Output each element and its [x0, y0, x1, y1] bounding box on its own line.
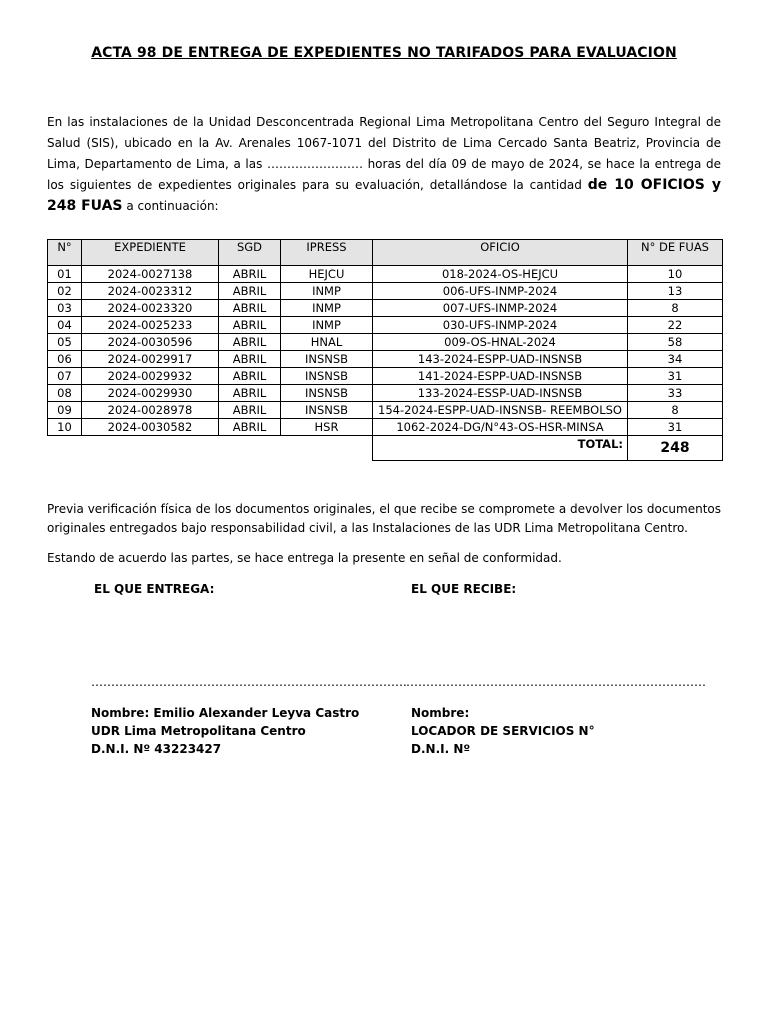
- expediente-cell: 2024-0029930: [82, 385, 219, 402]
- verification-paragraph: Previa verificación física de los documentos originales, el que recibe se compromete a devolver los documentos originales entregados bajo responsabilidad civil, a las Instalaciones de las UDR Lima Metropolitana Centro.: [47, 502, 721, 535]
- row-number: 06: [48, 351, 82, 368]
- deliverer-signature-line: …………………………………………………………………….: [91, 675, 407, 689]
- ipress-cell: INMP: [281, 283, 373, 300]
- agreement-paragraph: Estando de acuerdo las partes, se hace entrega la presente en señal de conformidad.: [47, 551, 562, 565]
- deliverer-dni: D.N.I. Nº 43223427: [91, 742, 222, 756]
- table-row: [48, 385, 723, 402]
- header-sgd: SGD: [219, 240, 281, 266]
- deliverer-name: Nombre: Emilio Alexander Leyva Castro: [91, 706, 360, 720]
- total-row: [48, 436, 723, 461]
- fuas-cell: 33: [628, 385, 723, 402]
- intro-highlight: de 10 OFICIOS y 248 FUAS: [47, 177, 721, 214]
- ipress-cell: INSNSB: [281, 385, 373, 402]
- deliverer-org: UDR Lima Metropolitana Centro: [91, 724, 306, 738]
- table-body: [48, 266, 723, 436]
- expediente-cell: 2024-0023312: [82, 283, 219, 300]
- fuas-cell: 10: [628, 266, 723, 283]
- fuas-cell: 31: [628, 419, 723, 436]
- sgd-cell: ABRIL: [219, 300, 281, 317]
- document-title: ACTA 98 DE ENTREGA DE EXPEDIENTES NO TARIFADOS PARA EVALUACION: [91, 45, 677, 61]
- header-fuas: N° DE FUAS: [628, 240, 723, 266]
- oficio-cell: 007-UFS-INMP-2024: [373, 300, 628, 317]
- ipress-cell: HNAL: [281, 334, 373, 351]
- oficio-cell: 133-2024-ESSP-UAD-INSNSB: [373, 385, 628, 402]
- row-number: 10: [48, 419, 82, 436]
- fuas-cell: 8: [628, 402, 723, 419]
- oficio-cell: 143-2024-ESPP-UAD-INSNSB: [373, 351, 628, 368]
- fuas-cell: 34: [628, 351, 723, 368]
- oficio-cell: 141-2024-ESPP-UAD-INSNSB: [373, 368, 628, 385]
- oficio-cell: 030-UFS-INMP-2024: [373, 317, 628, 334]
- oficio-cell: 154-2024-ESPP-UAD-INSNSB- REEMBOLSO: [373, 402, 628, 419]
- fuas-cell: 31: [628, 368, 723, 385]
- expediente-cell: 2024-0028978: [82, 402, 219, 419]
- receiver-heading: EL QUE RECIBE:: [411, 582, 517, 596]
- row-number: 02: [48, 283, 82, 300]
- oficio-cell: 018-2024-OS-HEJCU: [373, 266, 628, 283]
- ipress-cell: INSNSB: [281, 351, 373, 368]
- fuas-cell: 22: [628, 317, 723, 334]
- oficio-cell: 006-UFS-INMP-2024: [373, 283, 628, 300]
- oficio-cell: 009-OS-HNAL-2024: [373, 334, 628, 351]
- row-number: 05: [48, 334, 82, 351]
- intro-text: En las instalaciones de la Unidad Desconcentrada Regional Lima Metropolitana Centro del Seguro Integral de Salud (SIS), ubicado en la Av. Arenales 1067-1071 del Distrito de Lima Cercado Santa Beatriz, Provincia de Lima, Departamento de Lima, a las …………………… horas del día 09 de mayo de 2024, se hace la entrega de los siguientes de expedientes originales para su evaluación, detallándose la cantidad: [47, 115, 721, 192]
- row-number: 09: [48, 402, 82, 419]
- expediente-cell: 2024-0027138: [82, 266, 219, 283]
- row-number: 01: [48, 266, 82, 283]
- deliverer-heading: EL QUE ENTREGA:: [94, 582, 215, 596]
- table-row: [48, 368, 723, 385]
- ipress-cell: INMP: [281, 300, 373, 317]
- expediente-cell: 2024-0029932: [82, 368, 219, 385]
- receiver-signature-line: …………………………………………………………………: [406, 675, 706, 689]
- ipress-cell: HEJCU: [281, 266, 373, 283]
- expediente-cell: 2024-0030582: [82, 419, 219, 436]
- table-row: [48, 266, 723, 283]
- header-n: N°: [48, 240, 82, 266]
- total-spacer: [48, 436, 373, 461]
- expediente-cell: 2024-0030596: [82, 334, 219, 351]
- fuas-cell: 13: [628, 283, 723, 300]
- header-expediente: EXPEDIENTE: [82, 240, 219, 266]
- sgd-cell: ABRIL: [219, 266, 281, 283]
- total-label: TOTAL:: [373, 436, 628, 461]
- row-number: 07: [48, 368, 82, 385]
- table-row: [48, 334, 723, 351]
- table-row: [48, 402, 723, 419]
- sgd-cell: ABRIL: [219, 317, 281, 334]
- oficio-cell: 1062-2024-DG/N°43-OS-HSR-MINSA: [373, 419, 628, 436]
- receiver-role: LOCADOR DE SERVICIOS N°: [411, 724, 595, 738]
- expediente-cell: 2024-0029917: [82, 351, 219, 368]
- ipress-cell: INSNSB: [281, 402, 373, 419]
- fuas-cell: 58: [628, 334, 723, 351]
- sgd-cell: ABRIL: [219, 402, 281, 419]
- ipress-cell: INSNSB: [281, 368, 373, 385]
- sgd-cell: ABRIL: [219, 334, 281, 351]
- row-number: 04: [48, 317, 82, 334]
- intro-paragraph: [47, 112, 721, 217]
- intro-end: a continuación:: [126, 199, 219, 213]
- expedientes-table: [47, 239, 723, 461]
- table-row: [48, 351, 723, 368]
- total-value: 248: [628, 436, 723, 461]
- table-row: [48, 317, 723, 334]
- header-ipress: IPRESS: [281, 240, 373, 266]
- ipress-cell: HSR: [281, 419, 373, 436]
- receiver-dni: D.N.I. Nº: [411, 742, 471, 756]
- ipress-cell: INMP: [281, 317, 373, 334]
- table-row: [48, 283, 723, 300]
- sgd-cell: ABRIL: [219, 283, 281, 300]
- sgd-cell: ABRIL: [219, 351, 281, 368]
- header-oficio: OFICIO: [373, 240, 628, 266]
- sgd-cell: ABRIL: [219, 385, 281, 402]
- sgd-cell: ABRIL: [219, 368, 281, 385]
- receiver-name: Nombre:: [411, 706, 470, 720]
- row-number: 03: [48, 300, 82, 317]
- sgd-cell: ABRIL: [219, 419, 281, 436]
- expediente-cell: 2024-0025233: [82, 317, 219, 334]
- fuas-cell: 8: [628, 300, 723, 317]
- table-row: [48, 419, 723, 436]
- expediente-cell: 2024-0023320: [82, 300, 219, 317]
- table-header-row: [48, 240, 723, 266]
- table-row: [48, 300, 723, 317]
- row-number: 08: [48, 385, 82, 402]
